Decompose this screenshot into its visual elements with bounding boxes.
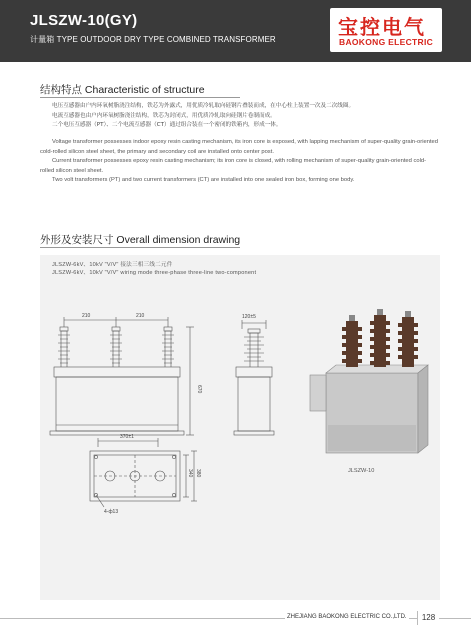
dim-front-left: 210 <box>82 313 91 319</box>
structure-en-paragraph: Two volt transformers (PT) and two current transformers (CT) are installed into one sealed iron box, forming one body. <box>52 177 355 184</box>
product-line: 计量箱 TYPE OUTDOOR DRY TYPE COMBINED TRANSFORMER <box>30 35 276 44</box>
dimension-drawing-panel <box>40 255 440 600</box>
photo-caption: JLSZW-10 <box>348 468 375 474</box>
logo-en-text: BAOKONG ELECTRIC <box>339 37 434 47</box>
front-insulator-right <box>162 327 174 367</box>
structure-cn-line: 电压互感器由户内环氧树脂浇注结构，铁芯为外露式，用优质冷轧取向硅钢片叠装而成，在中心柱上装置一次及二次线圈。 <box>52 103 355 109</box>
structure-en-text <box>40 138 440 186</box>
dim-side-top: 120±5 <box>242 314 256 320</box>
side-view-drawing <box>234 320 274 435</box>
brand-logo <box>330 8 442 52</box>
structure-en-paragraph: Voltage transformer possesses indoor epoxy resin casting mechanism, its iron core is exposed, with lapping mechanism of super-quality grain-oriented cold-rolled silicon steel sheet, the primary and secondary coil are installed onto center post. <box>40 139 439 155</box>
structure-cn-line: 电流互感器也由户内环氧树脂浇注结构，铁芯为封闭式，用优质冷轧取向硅钢片卷制而成。 <box>52 112 276 119</box>
front-view-drawing <box>50 317 194 435</box>
front-insulator-left <box>58 327 70 367</box>
transformer-photo <box>310 309 428 453</box>
dim-plan-depth-outer: 380 <box>195 469 201 478</box>
structure-heading-underline <box>40 97 240 98</box>
product-model: JLSZW-10(GY) <box>30 12 138 29</box>
structure-en-paragraph: Current transformer possesses epoxy resin casting mechanism; its iron core is closed, with rolling mechanism of super-quality grain-oriented cold-rolled silicon steel sheet. <box>40 158 427 174</box>
logo-cn-text: 宝控电气 <box>338 15 426 39</box>
dim-mount-holes: 4-ф13 <box>104 509 119 515</box>
dim-front-right: 210 <box>136 313 145 319</box>
footer-company: ZHEJIANG BAOKONG ELECTRIC CO.,LTD. <box>287 614 407 620</box>
plan-view-drawing <box>90 438 197 507</box>
dimension-heading: 外形及安装尺寸 Overall dimension drawing <box>40 234 241 246</box>
dim-plan-width: 370±1 <box>120 434 134 440</box>
structure-cn-line: 二个电压互感器（PT）、二个电流互感器（CT）通过组合装在一个密闭的铁箱内，形成一体。 <box>52 122 282 128</box>
header-bar <box>0 0 471 62</box>
structure-heading: 结构特点 Characteristic of structure <box>40 84 205 96</box>
wiring-mode-en: JLSZW-6kV、10kV "V/V" wiring mode three-phase three-line two-component <box>52 270 257 276</box>
page-number: 128 <box>417 611 439 625</box>
front-insulator-middle <box>110 327 122 367</box>
dim-plan-depth-inner: 340 <box>187 469 193 478</box>
dimension-heading-underline <box>40 247 240 248</box>
technical-drawings <box>40 255 440 600</box>
structure-cn-text <box>52 102 452 131</box>
dim-height: 670 <box>196 385 202 394</box>
wiring-mode-cn: JLSZW-6kV、10kV "V/V" 接法三相三线二元件 <box>52 262 173 268</box>
